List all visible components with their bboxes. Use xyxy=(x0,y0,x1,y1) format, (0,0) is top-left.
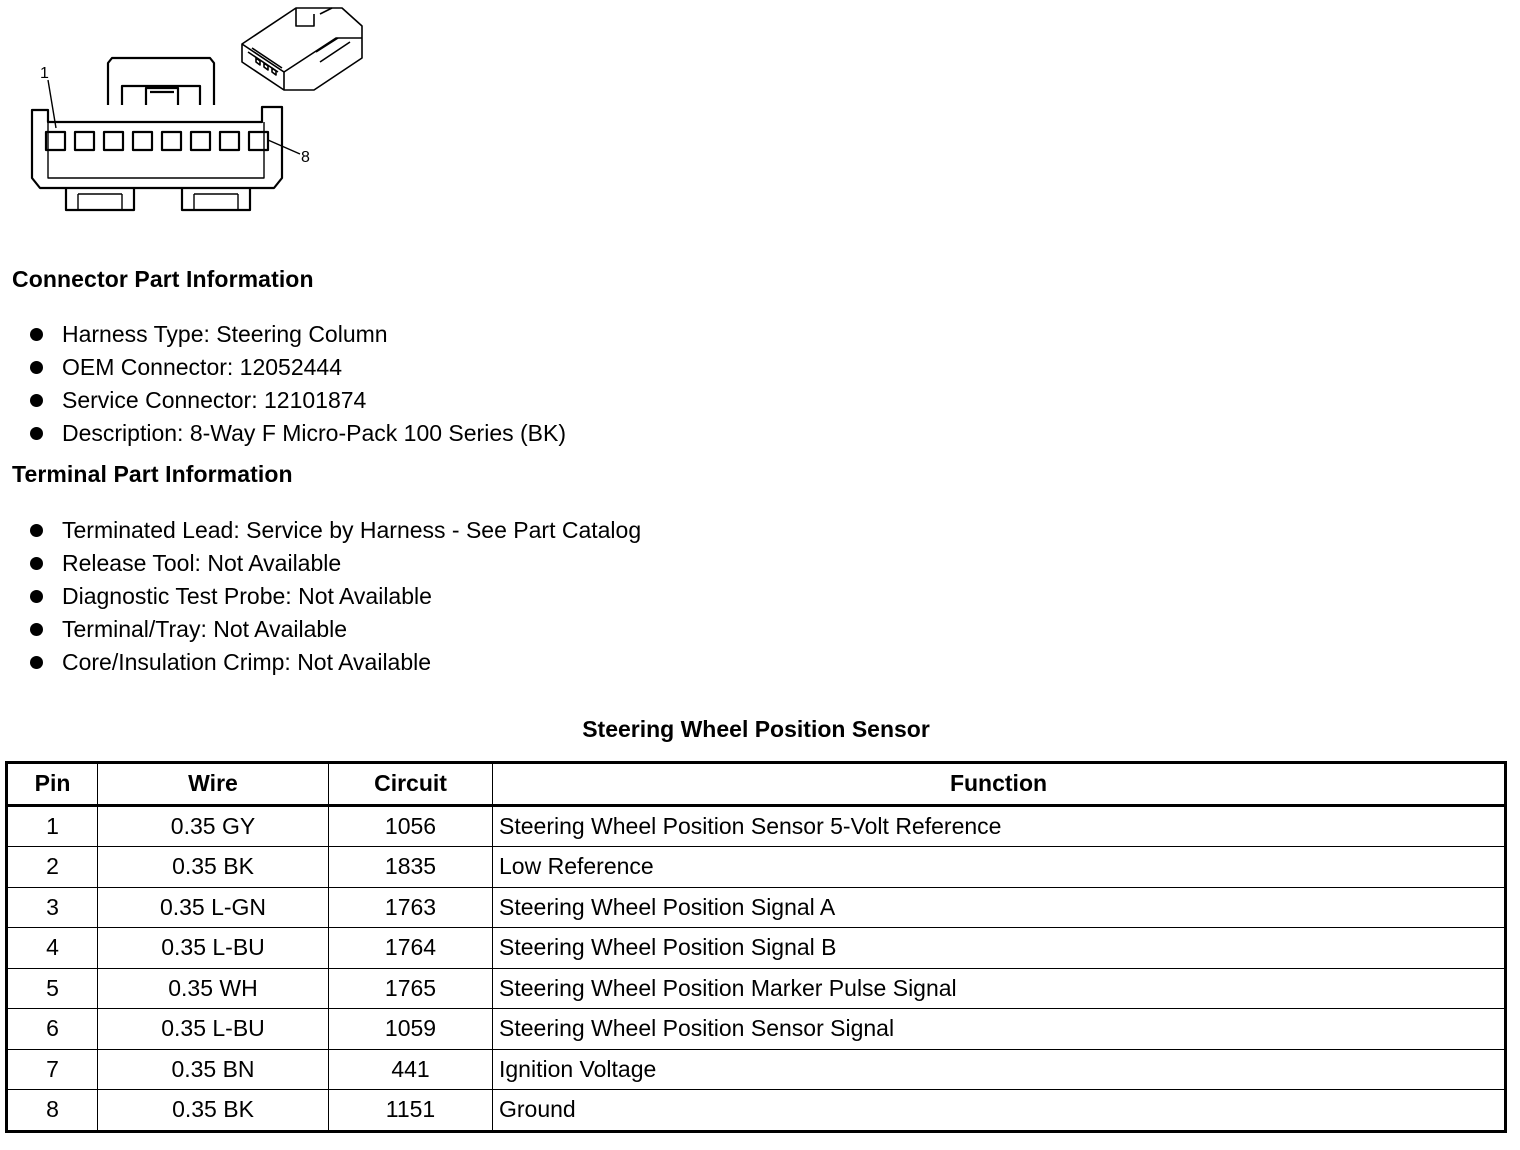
terminal-info-list xyxy=(28,514,641,679)
wire-cell: 0.35 BK xyxy=(98,847,329,888)
connector-isometric-icon xyxy=(242,8,362,90)
circuit-cell: 441 xyxy=(329,1049,493,1090)
pin-cavity xyxy=(191,132,210,150)
table-row xyxy=(7,968,1506,1009)
list-item-text: Description: 8-Way F Micro-Pack 100 Series (BK) xyxy=(62,420,567,446)
bullet-icon xyxy=(30,656,43,669)
column-header-circuit: Circuit xyxy=(329,763,493,806)
pin-cavity xyxy=(104,132,123,150)
pin-table-title: Steering Wheel Position Sensor xyxy=(582,716,930,742)
callout-label-last: 8 xyxy=(301,149,310,166)
connector-latch xyxy=(108,58,214,105)
table-row xyxy=(7,887,1506,928)
connector-rib-right xyxy=(182,188,250,210)
list-item xyxy=(28,613,641,646)
function-cell: Steering Wheel Position Sensor Signal xyxy=(493,1009,1506,1050)
column-header-pin: Pin xyxy=(7,763,98,806)
table-row xyxy=(7,805,1506,847)
circuit-cell: 1765 xyxy=(329,968,493,1009)
connector-rib-left xyxy=(66,188,134,210)
connector-info-list xyxy=(28,318,566,450)
circuit-cell: 1056 xyxy=(329,805,493,847)
circuit-cell: 1763 xyxy=(329,887,493,928)
list-item xyxy=(28,351,566,384)
terminal-info-heading: Terminal Part Information xyxy=(12,461,293,487)
pin-cell: 7 xyxy=(7,1049,98,1090)
list-item xyxy=(28,384,566,417)
wire-cell: 0.35 WH xyxy=(98,968,329,1009)
pin-cell: 6 xyxy=(7,1009,98,1050)
bullet-icon xyxy=(30,394,43,407)
function-cell: Steering Wheel Position Sensor 5-Volt Reference xyxy=(493,805,1506,847)
table-row xyxy=(7,928,1506,969)
wire-cell: 0.35 L-BU xyxy=(98,1009,329,1050)
list-item xyxy=(28,417,566,450)
function-cell: Ground xyxy=(493,1090,1506,1132)
list-item xyxy=(28,547,641,580)
pin-cavity xyxy=(75,132,94,150)
pin-cell: 2 xyxy=(7,847,98,888)
circuit-cell: 1059 xyxy=(329,1009,493,1050)
bullet-icon xyxy=(30,623,43,636)
circuit-cell: 1151 xyxy=(329,1090,493,1132)
bullet-icon xyxy=(30,328,43,341)
callout-label-first: 1 xyxy=(40,65,49,82)
function-cell: Low Reference xyxy=(493,847,1506,888)
list-item-text: Release Tool: Not Available xyxy=(62,550,342,576)
list-item xyxy=(28,514,641,547)
list-item-text: Service Connector: 12101874 xyxy=(62,387,367,413)
table-row xyxy=(7,847,1506,888)
table-row xyxy=(7,1009,1506,1050)
bullet-icon xyxy=(30,557,43,570)
bullet-icon xyxy=(30,524,43,537)
pin-cavity xyxy=(249,132,268,150)
wire-cell: 0.35 L-BU xyxy=(98,928,329,969)
function-cell: Steering Wheel Position Marker Pulse Signal xyxy=(493,968,1506,1009)
pin-cavity xyxy=(46,132,65,150)
callout-leader-8 xyxy=(268,140,300,154)
list-item-text: Terminated Lead: Service by Harness - See Part Catalog xyxy=(62,517,642,543)
circuit-cell: 1764 xyxy=(329,928,493,969)
list-item-text: OEM Connector: 12052444 xyxy=(62,354,343,380)
list-item-text: Diagnostic Test Probe: Not Available xyxy=(62,583,432,609)
connector-info-heading: Connector Part Information xyxy=(12,266,314,292)
list-item-text: Terminal/Tray: Not Available xyxy=(62,616,348,642)
callout-leader-1 xyxy=(48,80,56,128)
pin-cell: 4 xyxy=(7,928,98,969)
bullet-icon xyxy=(30,427,43,440)
pin-cavity xyxy=(133,132,152,150)
list-item-text: Harness Type: Steering Column xyxy=(62,321,388,347)
pin-cavities xyxy=(46,132,268,150)
wire-cell: 0.35 L-GN xyxy=(98,887,329,928)
pin-cavity xyxy=(220,132,239,150)
column-header-wire: Wire xyxy=(98,763,329,806)
pin-cell: 8 xyxy=(7,1090,98,1132)
list-item xyxy=(28,318,566,351)
bullet-icon xyxy=(30,590,43,603)
function-cell: Steering Wheel Position Signal B xyxy=(493,928,1506,969)
circuit-cell: 1835 xyxy=(329,847,493,888)
pin-cavity xyxy=(162,132,181,150)
pin-table xyxy=(5,761,1507,1133)
function-cell: Steering Wheel Position Signal A xyxy=(493,887,1506,928)
table-row xyxy=(7,1090,1506,1132)
connector-body xyxy=(32,107,282,188)
table-row xyxy=(7,1049,1506,1090)
function-cell: Ignition Voltage xyxy=(493,1049,1506,1090)
column-header-function: Function xyxy=(493,763,1506,806)
wire-cell: 0.35 GY xyxy=(98,805,329,847)
pin-cell: 1 xyxy=(7,805,98,847)
list-item xyxy=(28,646,641,679)
pin-cell: 5 xyxy=(7,968,98,1009)
table-header-row xyxy=(7,763,1506,806)
bullet-icon xyxy=(30,361,43,374)
list-item-text: Core/Insulation Crimp: Not Available xyxy=(62,649,432,675)
list-item xyxy=(28,580,641,613)
wire-cell: 0.35 BN xyxy=(98,1049,329,1090)
pin-cell: 3 xyxy=(7,887,98,928)
wire-cell: 0.35 BK xyxy=(98,1090,329,1132)
connector-face-diagram xyxy=(20,0,400,225)
